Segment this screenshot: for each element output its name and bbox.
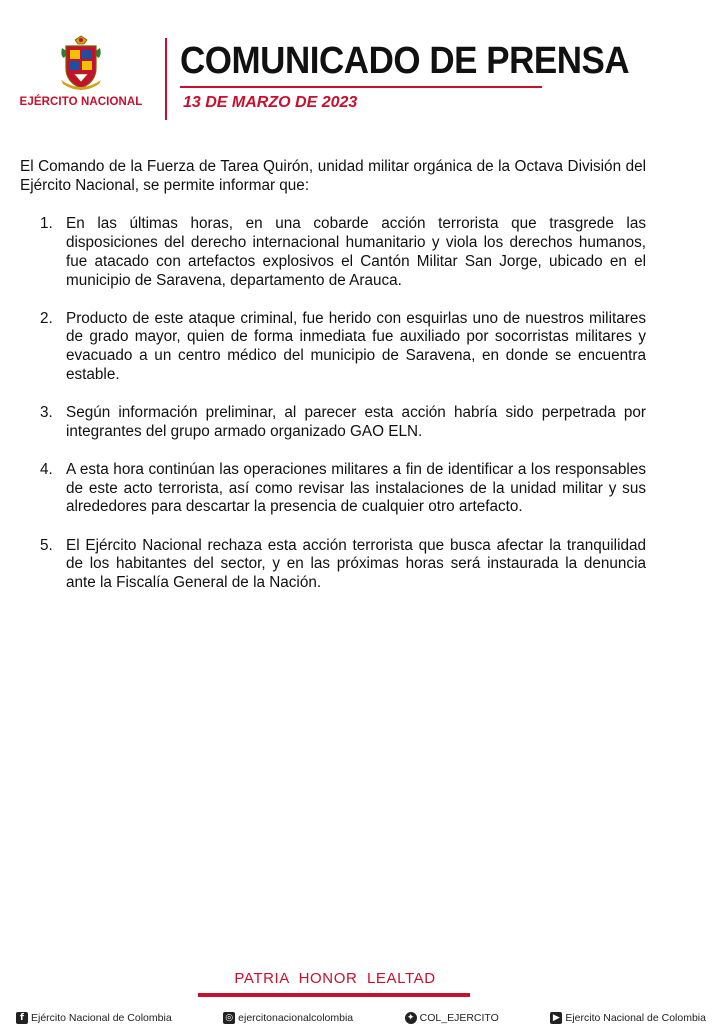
social-label: COL_EJERCITO — [419, 1012, 499, 1024]
instagram-icon: ◎ — [223, 1012, 235, 1024]
social-label: Ejército Nacional de Colombia — [31, 1012, 172, 1024]
list-item — [20, 215, 646, 290]
header-divider — [165, 38, 167, 120]
title-underline — [180, 86, 542, 88]
list-item-number: 5. — [40, 536, 53, 554]
social-youtube[interactable] — [550, 1012, 706, 1024]
document-body — [20, 158, 646, 612]
social-label: ejercitonacionalcolombia — [238, 1012, 354, 1024]
social-facebook[interactable] — [16, 1012, 172, 1024]
list-item — [20, 310, 646, 385]
list-item-number: 3. — [40, 404, 53, 422]
intro-paragraph: El Comando de la Fuerza de Tarea Quirón, unidad militar orgánica de la Octava División del Ejército Nacional, se permite informar que: — [20, 158, 646, 194]
release-date: 13 DE MARZO DE 2023 — [183, 94, 358, 111]
list-item — [20, 537, 646, 593]
social-label: Ejercito Nacional de Colombia — [565, 1012, 706, 1024]
document-header — [0, 0, 720, 130]
list-item-number: 4. — [40, 460, 53, 478]
logo — [16, 34, 146, 114]
list-item-text: A esta hora continúan las operaciones militares a fin de identificar a los responsables de este acto terrorista, así como revisar las instalaciones de la unidad militar y sus alrededores para descartar la presencia de cualquier otro artefacto. — [66, 460, 646, 516]
motto-underline — [198, 993, 470, 997]
twitter-icon: ✦ — [405, 1012, 417, 1024]
list-item — [20, 404, 646, 441]
list-item-text: El Ejército Nacional rechaza esta acción terrorista que busca afectar la tranquilidad de los habitantes del sector, y en las próximas horas será instaurada la denuncia ante la Fiscalía General de la Nación. — [66, 536, 646, 591]
youtube-icon: ▶ — [550, 1012, 562, 1024]
numbered-list — [20, 215, 646, 592]
social-instagram[interactable] — [223, 1012, 353, 1024]
footer-socials — [16, 1009, 706, 1027]
motto — [200, 970, 470, 988]
list-item-text: En las últimas horas, en una cobarde acción terrorista que trasgrede las disposiciones del derecho internacional humanitario y viola los derechos humanos, fue atacado con artefactos explosivos el Cantón Militar San Jorge, ubicado en el municipio de Saravena, departamento de Arauca. — [66, 215, 646, 289]
motto-text: PATRIA HONOR LEALTAD — [234, 970, 436, 987]
army-crest-icon — [56, 34, 106, 92]
list-item-text: Producto de este ataque criminal, fue herido con esquirlas uno de nuestros militares de grado mayor, quien de forma inmediata fue auxiliado por socorristas militares y evacuado a un centro médico del municipio de Saravena, en donde se encuentra estable. — [66, 309, 646, 383]
list-item-text: Según información preliminar, al parecer esta acción habría sido perpetrada por integrantes del grupo armado organizado GAO ELN. — [66, 404, 646, 440]
facebook-icon: f — [16, 1012, 28, 1024]
organization-name: EJÉRCITO NACIONAL — [19, 96, 143, 108]
list-item-number: 2. — [40, 309, 53, 327]
list-item — [20, 461, 646, 517]
social-twitter[interactable] — [405, 1012, 499, 1024]
page-title: COMUNICADO DE PRENSA — [180, 40, 630, 82]
list-item-number: 1. — [40, 215, 53, 233]
